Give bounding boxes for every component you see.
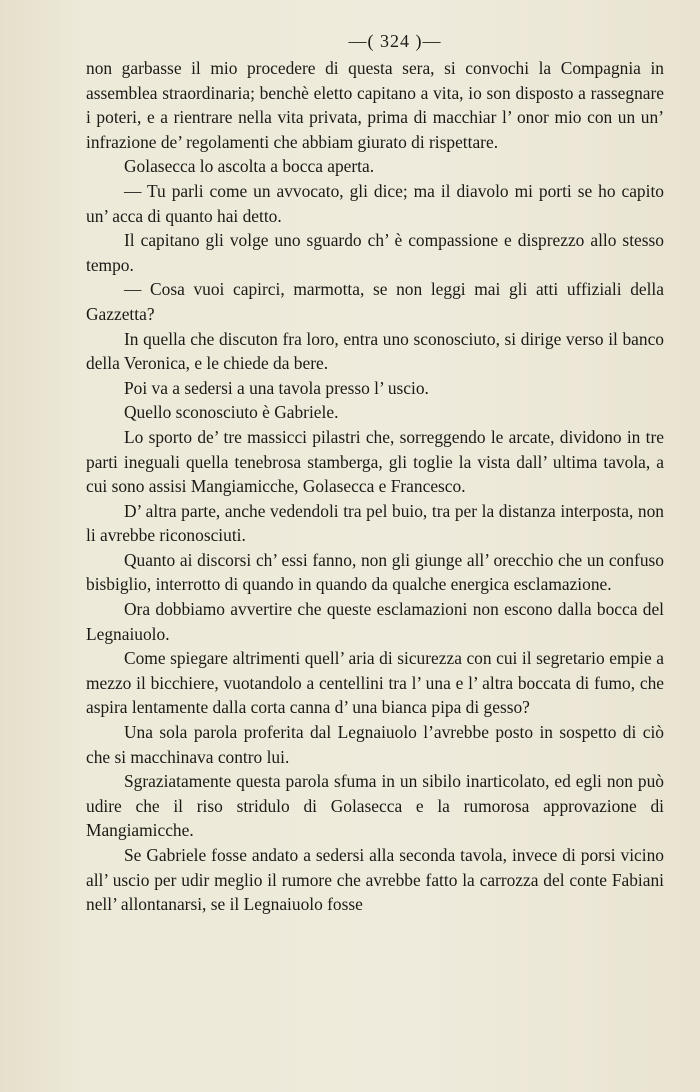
- paragraph: — Cosa vuoi capirci, marmotta, se non leggi mai gli atti uffiziali della Gazzetta?: [86, 279, 664, 324]
- paragraph: Lo sporto de’ tre massicci pilastri che, sorreggendo le arcate, dividono in tre parti ineguali quella tenebrosa stamberga, gli toglie la vista dall’ ultima tavola, a cui sono assisi Mangiamicche, Golasecca e Francesco.: [86, 426, 664, 497]
- paragraph: — Tu parli come un avvocato, gli dice; ma il diavolo mi porti se ho capito un’ acca di quanto hai detto.: [86, 180, 664, 226]
- paragraph: Ora dobbiamo avvertire che queste esclamazioni non escono dalla bocca del Legnaiuolo.: [86, 599, 664, 644]
- paragraph: Golasecca lo ascolta a bocca aperta.: [124, 156, 375, 177]
- body-text: [86, 56, 664, 917]
- paragraph: In quella che discuton fra loro, entra uno sconosciuto, si dirige verso il banco della Veronica, e le chiede da bere.: [86, 328, 664, 374]
- paragraph: Quello sconosciuto è Gabriele.: [124, 402, 339, 423]
- paragraph: D’ altra parte, anche vedendoli tra pel buio, tra per la distanza interposta, non li avrebbe riconosciuti.: [86, 500, 664, 546]
- paragraph: Una sola parola proferita dal Legnaiuolo l’avrebbe posto in sospetto di ciò che si macchinava contro lui.: [86, 722, 664, 767]
- page-number: —( 324 )—: [348, 31, 442, 51]
- paragraph: Poi va a sedersi a una tavola presso l’ uscio.: [124, 377, 429, 398]
- paragraph: non garbasse il mio procedere di questa sera, si convochi la Compagnia in assemblea straordinaria; benchè eletto capitano a vita, io son disposto a rassegnare i poteri, e a rientrare nella vita privata, prima di macchiar l’ onor mio con un un’ infrazione de’ regolamenti che abbiam giurato di rispettare.: [86, 58, 664, 152]
- paragraph: Il capitano gli volge uno sguardo ch’ è compassione e disprezzo allo stesso tempo.: [86, 230, 664, 275]
- paragraph: Se Gabriele fosse andato a sedersi alla seconda tavola, invece di porsi vicino all’ uscio per udir meglio il rumore che avrebbe fatto la carrozza del conte Fabiani nell’ allontanarsi, se il Legnaiuolo fosse: [86, 845, 664, 915]
- paragraph: Quanto ai discorsi ch’ essi fanno, non gli giunge all’ orecchio che un confuso bisbiglio, interrotto di quando in quando da qualche energica esclamazione.: [86, 549, 664, 595]
- paragraph: Sgraziatamente questa parola sfuma in un sibilo inarticolato, ed egli non può udire che il riso stridulo di Golasecca e la rumorosa approvazione di Mangiamicche.: [86, 771, 664, 841]
- paragraph: Come spiegare altrimenti quell’ aria di sicurezza con cui il segretario empie a mezzo il bicchiere, vuotandolo a centellini tra l’ una e l’ altra boccata di fumo, che aspira lentamente dalla corta canna d’ una bianca pipa di gesso?: [86, 648, 664, 718]
